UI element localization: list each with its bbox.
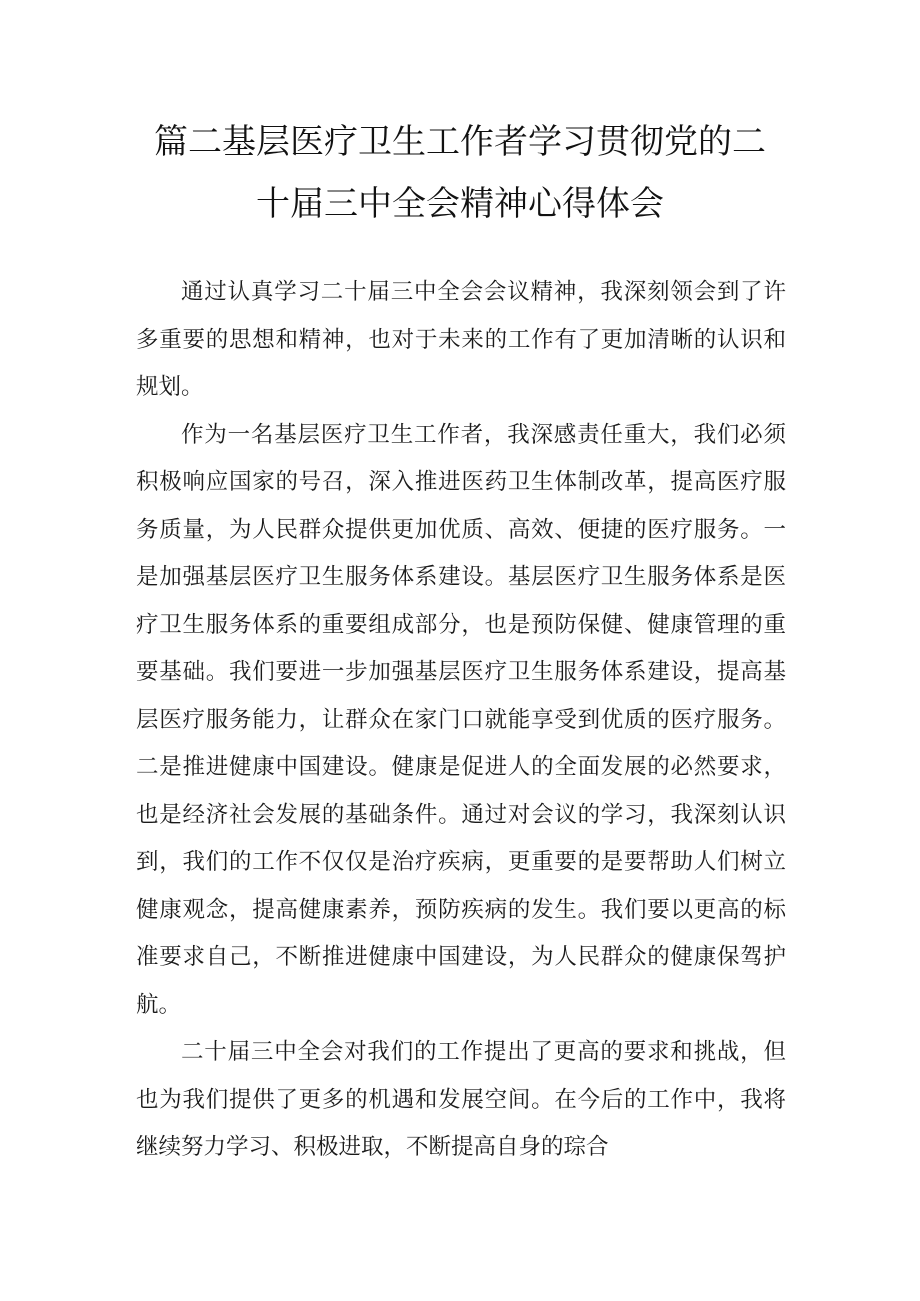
paragraph-3: 二十届三中全会对我们的工作提出了更高的要求和挑战，但也为我们提供了更多的机遇和发展空间。在今后的工作中，我将继续努力学习、积极进取，不断提高自身的琮合 (136, 1039, 786, 1160)
title-line-2: 十届三中全会精神心得体会 (256, 184, 664, 224)
document-title (120, 111, 800, 235)
document-body (136, 269, 786, 1172)
paragraph-1: 通过认真学习二十届三中全会会议精神，我深刻领会到了许多重要的思想和精神，也对于未来的工作有了更加清晰的认识和规划。 (136, 279, 786, 400)
title-line-1: 篇二基层医疗卫生工作者学习贯彻党的二 (154, 122, 766, 162)
paragraph-2: 作为一名基层医疗卫生工作者，我深感责任重大，我们必须积极响应国家的号召，深入推进医药卫生体制改革，提高医疗服务质量，为人民群众提供更加优质、高效、便捷的医疗服务。一是加强基层医疗卫生服务体系建设。基层医疗卫生服务体系是医疗卫生服务体系的重要组成部分，也是预防保健、健康管理的重要基础。我们要进一步加强基层医疗卫生服务体系建设，提高基层医疗服务能力，让群众在家门口就能享受到优质的医疗服务。二是推进健康中国建设。健康是促进人的全面发展的必然要求，也是经济社会发展的基础条件。通过对会议的学习，我深刻认识到，我们的工作不仅仅是治疗疾病，更重要的是要帮助人们树立健康观念，提高健康素养，预防疾病的发生。我们要以更高的标准要求自己，不断推进健康中国建设，为人民群众的健康保驾护航。 (136, 421, 786, 1018)
